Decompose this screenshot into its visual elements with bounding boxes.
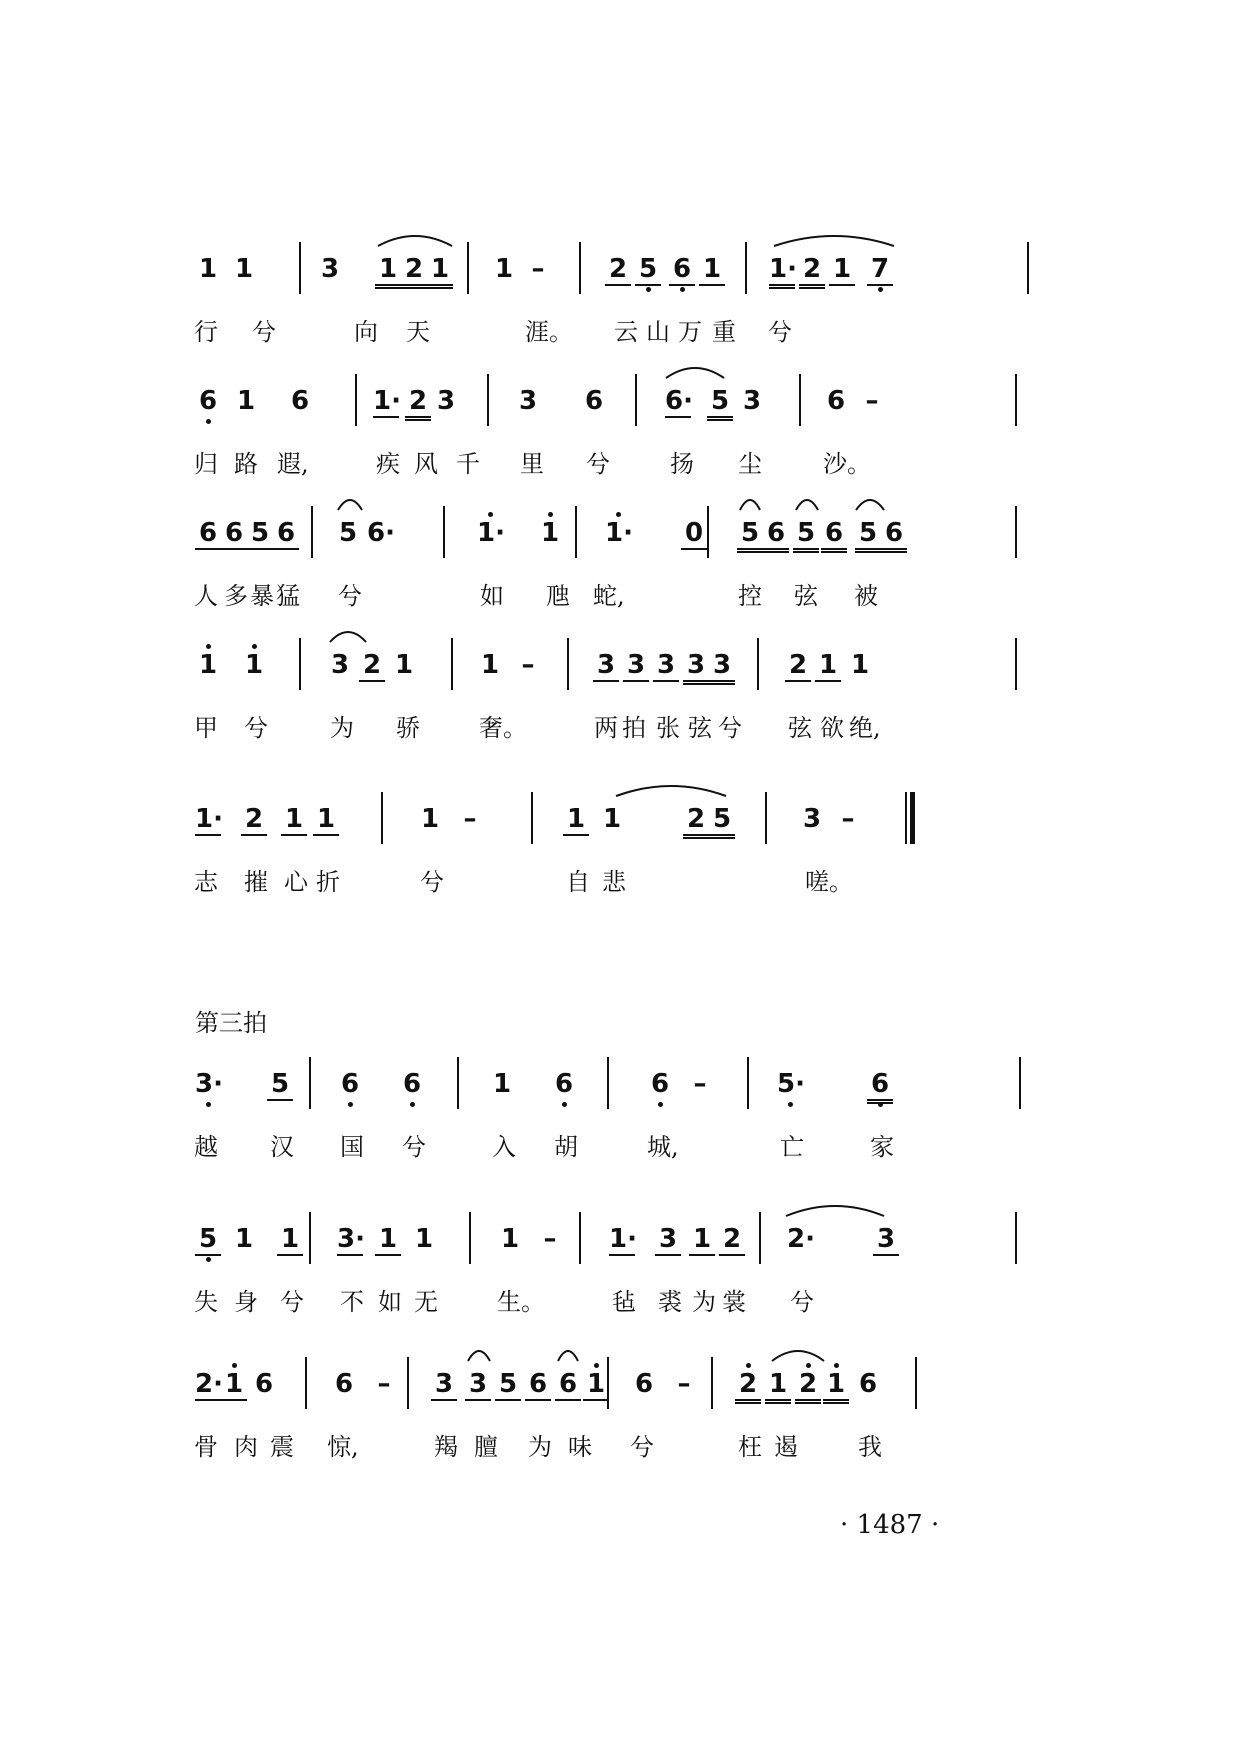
jianpu-note: 5 [737,518,763,553]
lyric-char: 毡 [612,1288,636,1316]
lyric-char: 奢。 [479,714,527,742]
lyric-char: 归 [194,450,218,478]
jianpu-note: 6 [584,386,604,416]
jianpu-note: 3 [593,650,619,682]
barline [1015,638,1017,690]
jianpu-note: 6 [273,518,299,550]
jianpu-note: 3 [465,1369,491,1401]
jianpu-note: 1· [195,804,223,834]
jianpu-note: 1 [765,1369,791,1404]
jianpu-note: 1 [500,1224,520,1254]
jianpu-note: 1 [394,650,414,680]
lyric-char: 肉 [234,1433,258,1461]
lyric-char: 疾 [376,450,400,478]
jianpu-note: 2 [735,1369,761,1404]
jianpu-note: 6· [665,386,693,416]
jianpu-note: 6 [221,518,247,550]
slur-arc [739,494,761,512]
barline [309,1212,311,1264]
barline [299,638,301,690]
jianpu-note: 1 [823,1369,849,1404]
jianpu-note: 1 [195,650,221,680]
jianpu-note: 6 [195,518,221,550]
jianpu-note: 1 [492,1069,512,1099]
slur-arc [785,1200,885,1218]
lyric-char: 裳 [722,1288,746,1316]
barline [381,792,383,844]
lyric-char: 弦 [794,582,818,610]
lyric-char: 欲 [820,714,844,742]
section-title: 第三拍 [195,1009,267,1037]
jianpu-note: 6 [669,254,695,286]
lyric-char: 兮 [252,318,276,346]
jianpu-note: – [841,804,855,834]
jianpu-note: 6 [826,386,846,416]
barline [487,374,489,426]
jianpu-note: 3 [436,386,456,416]
lyric-char: 多 [224,582,248,610]
jianpu-note: – [693,1069,707,1099]
barline [579,242,581,294]
jianpu-note: 1· [605,518,633,548]
barline [1015,374,1017,426]
jianpu-note: 6 [881,518,907,553]
lyric-char: 折 [316,868,340,896]
lyric-char: 胡 [554,1133,578,1161]
lyric-char: 遏 [774,1433,798,1461]
jianpu-note: 1· [609,1224,637,1254]
lyric-char: 汉 [270,1133,294,1161]
jianpu-note: 6 [821,518,847,553]
barline [1019,1057,1021,1109]
jianpu-note: 6 [195,386,221,416]
lyric-char: 沙。 [823,450,871,478]
lyric-char: 味 [568,1433,592,1461]
slur-arc [855,494,885,512]
jianpu-note: 6 [867,1069,893,1104]
lyric-char: 千 [456,450,480,478]
jianpu-note: 3 [653,650,679,682]
lyric-char: 志 [194,868,218,896]
barline [607,1057,609,1109]
lyric-char: 兮 [280,1288,304,1316]
jianpu-note: 3 [802,804,822,834]
jianpu-note: 6 [555,1369,581,1401]
jianpu-note: 3 [709,650,735,685]
lyric-char: 猛 [276,582,300,610]
jianpu-note: 5 [195,1224,221,1256]
lyric-char: 我 [858,1433,882,1461]
barline [1015,1212,1017,1264]
barline [707,506,709,558]
jianpu-note: 2 [799,254,825,289]
lyric-char: 路 [234,450,258,478]
jianpu-note: 1 [414,1224,434,1254]
jianpu-note: 6 [337,1069,363,1099]
lyric-char: 兮 [420,868,444,896]
jianpu-note: 5 [495,1369,521,1401]
lyric-char: 天 [406,318,430,346]
barline [305,1357,307,1409]
lyric-char: 里 [520,450,544,478]
lyric-char: 绝, [849,714,881,742]
lyric-char: 膻 [474,1433,498,1461]
jianpu-note: 6 [399,1069,425,1099]
jianpu-note: 5 [247,518,273,550]
lyric-char: 甲 [194,714,218,742]
jianpu-note: 2· [787,1224,815,1254]
jianpu-note: 5 [267,1069,293,1101]
jianpu-note: 1 [277,1224,303,1256]
lyric-char: 山 [646,318,670,346]
lyric-char: 骨 [194,1433,218,1461]
lyric-char: 羯 [434,1433,458,1461]
lyric-char: 涯。 [525,318,573,346]
jianpu-note: 2 [605,254,631,286]
lyric-char: 行 [194,318,218,346]
jianpu-note: 1 [313,804,339,836]
lyric-char: 人 [194,582,218,610]
jianpu-note: – [865,386,879,416]
lyric-char: 惊, [327,1433,359,1461]
barline [711,1357,713,1409]
jianpu-note: 6 [634,1369,654,1399]
lyric-char: 身 [234,1288,258,1316]
lyric-char: 万 [678,318,702,346]
barline [915,1357,917,1409]
lyric-char: 向 [354,318,378,346]
barline [575,506,577,558]
jianpu-note: 2 [719,1224,745,1256]
jianpu-note: 3 [683,650,709,685]
jianpu-note: 1 [236,386,256,416]
jianpu-note: 2 [405,386,431,421]
jianpu-note: – [677,1369,691,1399]
jianpu-note: – [531,254,545,284]
jianpu-note: 1 [375,254,401,289]
jianpu-note: – [377,1369,391,1399]
slur-arc [467,1345,491,1363]
barline [451,638,453,690]
jianpu-note: 6 [858,1369,878,1399]
lyric-char: 兮 [718,714,742,742]
barline [757,638,759,690]
barline [309,1057,311,1109]
jianpu-note: 3· [195,1069,223,1099]
music-system [195,504,1035,624]
music-system [195,372,1035,492]
jianpu-note: 5 [793,518,819,553]
slur-arc [377,230,453,248]
jianpu-note: 2 [241,804,267,836]
lyric-char: 兮 [586,450,610,478]
jianpu-note: 1 [563,804,589,836]
lyric-char: 拍 [622,714,646,742]
barline [311,506,313,558]
jianpu-note: 2 [683,804,709,839]
jianpu-note: 1· [769,254,795,289]
lyric-char: 嗟。 [805,868,853,896]
lyric-char: 弦 [788,714,812,742]
lyric-char: 兮 [768,318,792,346]
jianpu-note: 2 [401,254,427,289]
jianpu-note: 1 [281,804,307,836]
jianpu-note: 1 [234,254,254,284]
jianpu-note: 6 [290,386,310,416]
lyric-char: 家 [870,1133,894,1161]
music-system [195,790,1035,910]
barline [1015,506,1017,558]
jianpu-note: 3 [742,386,762,416]
jianpu-note: 0 [681,518,707,550]
jianpu-note: 1 [689,1224,715,1256]
jianpu-note: 1 [537,518,563,548]
lyric-char: 两 [594,714,618,742]
jianpu-note: – [463,804,477,834]
lyric-char: 为 [692,1288,716,1316]
lyric-char: 暴 [250,582,274,610]
barline [745,242,747,294]
lyric-char: 尘 [738,450,762,478]
lyric-char: 张 [656,714,680,742]
jianpu-note: 5 [709,804,735,839]
jianpu-note: – [521,650,535,680]
slur-arc [615,780,727,798]
slur-arc [665,362,725,380]
lyric-char: 裘 [658,1288,682,1316]
lyric-char: 为 [330,714,354,742]
barline [1027,242,1029,294]
music-system [195,1210,1035,1330]
jianpu-note: 3 [655,1224,681,1256]
lyric-char: 虺 [546,582,570,610]
barline [299,242,301,294]
lyric-char: 枉 [738,1433,762,1461]
lyric-char: 自 [566,868,590,896]
lyric-char: 兮 [244,714,268,742]
jianpu-note: 6 [551,1069,577,1099]
jianpu-note: 1 [221,1369,247,1401]
jianpu-note: 2 [785,650,811,682]
jianpu-note: 1· [373,386,401,416]
jianpu-note: 1 [602,804,622,834]
barline [355,374,357,426]
jianpu-note: 3 [873,1224,899,1256]
lyric-char: 被 [854,582,878,610]
lyric-char: 骄 [396,714,420,742]
jianpu-note: 1 [480,650,500,680]
jianpu-note: 3 [431,1369,457,1401]
lyric-char: 越 [194,1133,218,1161]
jianpu-note: 5 [338,518,358,548]
lyric-char: 亡 [780,1133,804,1161]
barline [635,374,637,426]
jianpu-note: 1 [583,1369,609,1401]
jianpu-note: 1 [241,650,267,680]
jianpu-note: 7 [867,254,893,286]
slur-arc [337,494,363,512]
page-number: · 1487 · [840,1510,940,1540]
jianpu-note: 3 [330,650,350,680]
barline [759,1212,761,1264]
jianpu-note: – [543,1224,557,1254]
jianpu-note: 1 [375,1224,401,1256]
barline [443,506,445,558]
lyric-char: 国 [340,1133,364,1161]
lyric-char: 弦 [688,714,712,742]
jianpu-note: 1 [427,254,453,289]
jianpu-note: 6 [647,1069,673,1099]
jianpu-note: 1 [815,650,841,682]
lyric-char: 云 [614,318,638,346]
lyric-char: 兮 [402,1133,426,1161]
slur-arc [795,494,819,512]
lyric-char: 扬 [670,450,694,478]
lyric-char: 遐, [277,450,309,478]
jianpu-note: 3 [518,386,538,416]
jianpu-note: 1 [234,1224,254,1254]
barline [567,638,569,690]
lyric-char: 如 [480,582,504,610]
lyric-char: 为 [528,1433,552,1461]
lyric-char: 风 [414,450,438,478]
lyric-char: 兮 [790,1288,814,1316]
lyric-char: 心 [284,868,308,896]
lyric-char: 如 [378,1288,402,1316]
lyric-char: 兮 [630,1433,654,1461]
jianpu-note: 6 [334,1369,354,1399]
lyric-char: 重 [712,318,736,346]
jianpu-note: 1 [699,254,725,286]
jianpu-note: 1 [494,254,514,284]
jianpu-note: 2 [359,650,385,682]
jianpu-note: 5 [707,386,733,421]
barline [799,374,801,426]
lyric-char: 摧 [244,868,268,896]
lyric-char: 城, [647,1133,679,1161]
slur-arc [557,1345,579,1363]
barline [407,1357,409,1409]
jianpu-note: 1· [477,518,505,548]
jianpu-note: 1 [850,650,870,680]
slur-arc [773,230,895,248]
jianpu-note: 6 [254,1369,274,1399]
jianpu-note: 6 [525,1369,551,1401]
barline [467,242,469,294]
barline [457,1057,459,1109]
lyric-char: 生。 [497,1288,545,1316]
jianpu-note: 5· [777,1069,805,1099]
barline [747,1057,749,1109]
jianpu-note: 1 [198,254,218,284]
lyric-char: 无 [414,1288,438,1316]
jianpu-note: 3· [337,1224,365,1254]
jianpu-note: 2· [195,1369,223,1399]
barline [765,792,767,844]
music-system [195,636,1035,756]
barline [607,1357,609,1409]
lyric-char: 失 [194,1288,218,1316]
jianpu-note: 1 [829,254,855,286]
lyric-char: 控 [738,582,762,610]
music-system [195,1355,1035,1475]
lyric-char: 不 [340,1288,364,1316]
jianpu-note: 3 [623,650,649,682]
jianpu-note: 5 [855,518,881,553]
jianpu-note: 2 [795,1369,821,1404]
jianpu-note: 3 [320,254,340,284]
lyric-char: 兮 [338,582,362,610]
final-barline [905,792,915,844]
jianpu-note: 5 [635,254,661,286]
jianpu-note: 6 [763,518,789,553]
barline [469,1212,471,1264]
lyric-char: 入 [492,1133,516,1161]
lyric-char: 悲 [602,868,626,896]
barline [531,792,533,844]
music-system [195,240,1035,360]
music-system [195,1055,1035,1175]
slur-arc [771,1345,825,1363]
jianpu-note: 1 [420,804,440,834]
slur-arc [329,626,367,644]
barline [579,1212,581,1264]
jianpu-note: 6· [367,518,395,548]
lyric-char: 蛇, [593,582,625,610]
lyric-char: 震 [270,1433,294,1461]
